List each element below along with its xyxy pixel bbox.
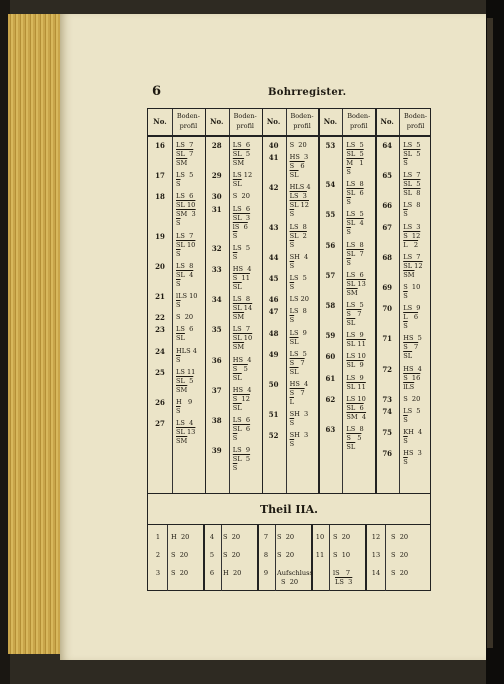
no-divider [399,109,400,494]
soil-profile-line: M 1 [346,159,364,167]
soil-profile-line: LS 8 [346,180,364,189]
soil-profile-line: S 20 [232,192,250,201]
soil-profile-line: SM 3 [176,210,196,219]
soil-profile-line: HS 4 [232,355,252,364]
soil-profile-line: HS 3 [289,153,309,162]
soil-profile-line: LS 7 [403,171,421,180]
soil-profile-line: lLS 10 [176,292,198,300]
header-rule [148,135,430,137]
page-stack-edges [8,14,64,654]
part-bore-number: 3 [155,569,161,577]
soil-profile-line: LS 8 [403,201,421,210]
soil-profile-line: $\overline{S}$ [289,210,295,219]
bore-number: 36 [211,355,222,365]
soil-profile-line: LS 3 [403,222,421,231]
part-bore-number: 9 [263,569,269,577]
soil-profile-line: $\overline{SM}$ [403,270,415,279]
part-bore-number: 7 [263,533,269,541]
soil-profile-line: S 7 [289,389,305,397]
soil-profile-line: $\overline{SL}$ [232,283,242,291]
soil-profile-line: KH 4 [403,428,423,437]
soil-profile-line: S 11 [232,274,250,282]
soil-profile-line: SH 3 [289,410,309,419]
soil-profile-line: S 7 [346,310,362,318]
soil-profile-line: SL 12 [289,201,309,210]
bore-number: 61 [325,373,336,383]
bore-number: 19 [155,231,165,241]
soil-profile-line: S 12 [403,231,421,240]
soil-profile-line: $\overline{SL}$ [289,367,299,376]
soil-profile-line: LS 10 [346,352,366,361]
header-no: No. [210,117,224,126]
bore-number: 20 [155,261,165,271]
part-bore-number: 13 [371,551,381,559]
bore-number: 42 [268,183,279,193]
soil-profile-line: SL 14 [232,304,253,313]
soil-profile-line: $\overline{SM}$ [346,288,358,297]
soil-profile-line: S 20 [289,141,307,149]
soil-profile-line: LS 5 [289,349,307,358]
soil-profile-line: $\overline{S}$ [289,283,295,291]
soil-profile-line: lS 6 [232,222,248,231]
soil-profile-line: LS 7 [176,231,194,240]
part-soil-profile: S 20 [277,533,295,541]
soil-profile-line: LS 7 [232,325,251,334]
soil-profile-line: LS 5 [403,141,421,149]
page-title: Bohrregister. [268,87,347,98]
soil-profile-line: $\overline{SL}$ [289,171,299,180]
soil-profile-line: LS 9 [403,304,421,313]
bore-number: 63 [325,425,336,434]
part-bore-number: 2 [155,551,161,559]
bore-number: 27 [155,419,165,429]
soil-profile-line: $\overline{S}$ [289,316,295,325]
soil-profile-line: LS 9 [232,446,251,455]
soil-profile-line: SL 4 [176,270,194,279]
part-no-divider [221,525,222,591]
soil-profile-line: S 10 [403,283,421,291]
part-bore-number: 12 [371,533,381,541]
soil-profile-line: $\overline{S}$ [289,419,295,428]
soil-profile-line: $\overline{S}$ [403,458,408,467]
soil-profile-line: S 5 [346,434,362,442]
soil-profile-line: SL 10 [176,201,196,210]
soil-profile-line: $\overline{S}$ [403,292,408,300]
bore-number: 25 [155,367,165,377]
soil-profile-line: LS 5 [176,171,194,180]
part-soil-profile: S 20 [391,533,409,541]
bore-number: 54 [325,180,336,190]
no-divider [172,109,173,494]
soil-profile-line: LS 5 [289,274,307,282]
soil-profile-line: LS 8 [232,295,251,304]
header-no: No. [266,117,281,126]
soil-profile-line: SL 9 [346,361,364,370]
soil-profile-line: LS 7 [176,141,194,149]
part-soil-profile: S 10 [333,551,351,559]
soil-profile-line: $\overline{S}$ [232,231,238,240]
bore-number: 41 [268,153,279,163]
soil-profile-line: $\overline{SM}$ [176,437,188,446]
soil-profile-line: LS 8 [289,222,307,231]
soil-profile-line: $\overline{S}$ [232,434,238,442]
soil-profile-line: $\overline{S}$ [176,180,181,189]
bore-number: 38 [211,416,222,425]
soil-profile-line: LS 9 [346,373,364,382]
soil-profile-line: S 16 [403,373,421,382]
soil-profile-line: $\overline{SL}$ [403,352,413,361]
soil-profile-line: LS 6 [232,141,251,149]
soil-profile-line: $\overline{S}$ [176,219,181,228]
soil-profile-line: $\overline{SM}$ [232,159,245,167]
bore-number: 69 [382,283,393,292]
soil-profile-line: LS 3 [289,192,307,201]
bore-number: 62 [325,394,336,404]
bore-number: 64 [382,141,393,150]
soil-profile-line: SL 8 [403,189,421,198]
soil-profile-line: S 20 [403,394,421,403]
part-bore-number: 11 [315,551,325,559]
part-soil-profile: H 20 [223,569,242,577]
soil-profile-line: $\overline{S}$ [346,228,351,237]
bore-number: 70 [382,304,393,314]
bore-number: 45 [268,274,279,283]
bore-number: 52 [268,431,279,441]
bore-number: 65 [382,171,393,181]
part-column-divider [365,525,367,591]
bore-number: 21 [155,292,165,301]
bore-number: 60 [325,352,336,362]
part-soil-profile: lS 7 [333,569,351,577]
soil-profile-line: $\overline{S}$ [176,301,181,309]
soil-profile-line: LS 12 [232,171,253,180]
bore-number: 59 [325,331,336,341]
part-bore-number: 6 [209,569,215,577]
part-soil-profile: S 20 [223,551,241,559]
soil-profile-line: SL 2 [289,231,307,240]
bore-number: 28 [211,141,222,150]
part-soil-profile: LS 3 [335,578,353,586]
bore-number: 44 [268,252,279,262]
soil-profile-line: SL 11 [346,382,366,391]
soil-profile-line: $\overline{S}$ [403,416,408,424]
scan-shadow-right [487,18,493,648]
soil-profile-line: S 20 [176,313,194,322]
header-no: No. [380,117,394,126]
soil-profile-line: SL 5 [403,150,421,158]
header-profile: Boden- profil [347,112,371,130]
part-bore-number: 1 [155,533,161,541]
soil-profile-line: SL 10 [176,240,196,249]
soil-profile-line: $\overline{S}$ [403,322,408,331]
header-no: No. [323,117,338,126]
soil-profile-line: LS 6 [232,204,251,213]
soil-profile-line: $\overline{S}$ [176,355,181,364]
soil-profile-line: $\overline{S}$ [289,440,295,449]
soil-profile-line: $\overline{SM}$ [176,159,188,167]
soil-profile-line: LS 8 [346,425,364,433]
soil-profile-line: LS 6 [346,270,364,279]
bore-number: 68 [382,252,393,262]
bore-number: 56 [325,240,336,250]
bore-number: 26 [155,398,165,407]
soil-profile-line: $\overline{S}$ [403,437,408,446]
soil-profile-line: HS 5 [403,334,422,343]
soil-profile-line: LS 5 [403,407,421,415]
part-soil-profile: S 20 [391,551,409,559]
page-number: 6 [152,84,162,99]
soil-profile-line: HS 4 [232,385,252,394]
bore-number: 32 [211,243,222,253]
soil-profile-line: LS 8 [289,307,307,316]
soil-profile-line: S 7 [289,358,305,367]
part-no-divider [385,525,386,591]
bore-number: 35 [211,325,222,335]
soil-profile-line: $\overline{S}$ [346,168,351,176]
soil-profile-line: SL 5 [176,376,194,385]
soil-profile-line: SL 5 [403,180,421,189]
soil-profile-line: S 7 [403,343,419,352]
soil-profile-line: S 12 [232,394,250,403]
part-no-divider [275,525,276,591]
bore-number: 18 [155,192,165,202]
bore-number: 16 [155,141,165,150]
bore-number: 74 [382,407,393,416]
soil-profile-line: LS 9 [346,331,364,340]
bore-number: 24 [155,346,165,356]
bore-number: 43 [268,222,279,232]
soil-profile-line: LS 5 [346,210,364,219]
part-soil-profile: S 20 [277,551,295,559]
soil-profile-line: S 6 [289,162,305,171]
soil-profile-line: $\overline{S}$ [346,258,351,267]
soil-profile-line: $\overline{SL}$ [176,334,185,343]
soil-profile-line: L 2 [403,240,419,249]
soil-profile-line: SL 7 [176,150,194,158]
soil-profile-line: LS 20 [289,295,309,304]
soil-profile-line: LS 11 [176,367,196,376]
soil-profile-line: HS 4 [403,364,422,373]
soil-profile-line: SH 3 [289,431,309,440]
soil-profile-line: SL 13 [176,428,196,437]
soil-profile-line: SL 3 [232,213,251,222]
bore-number: 55 [325,210,336,220]
soil-profile-line: LS 6 [176,325,194,334]
bore-number: 34 [211,295,222,305]
soil-profile-line: SL 6 [232,425,251,433]
soil-profile-line: $\overline{S}$ [403,210,408,219]
part-bore-number: 5 [209,551,215,559]
header-profile: Boden- profil [290,112,314,130]
soil-profile-line: H 9 [176,398,193,406]
part-soil-profile: S 20 [281,578,299,586]
header-profile: Boden- profil [233,112,257,130]
bore-number: 48 [268,328,279,338]
soil-profile-line: LS 8 [346,240,364,249]
bore-number: 37 [211,385,222,395]
part-soil-profile: Aufschluss [277,569,313,577]
bore-number: 30 [211,192,222,202]
soil-profile-line: $\overline{SL}$ [346,319,356,327]
soil-profile-line: SL 11 [346,340,366,349]
soil-profile-line: $\overline{S}$ [176,279,181,288]
bore-number: 76 [382,449,393,459]
soil-profile-line: LS 5 [346,141,364,149]
soil-profile-line: $\overline{S}$ [232,464,238,473]
soil-profile-line: HS 3 [403,449,422,458]
soil-profile-line: HS 4 [289,380,309,388]
no-divider [286,109,287,494]
soil-profile-line: $\overline{SL}$ [232,373,242,382]
soil-profile-line: SL 5 [232,150,251,158]
soil-profile-line: $\overline{S}$ [346,198,351,207]
bore-number: 23 [155,325,165,335]
soil-profile-line: LS 5 [346,301,364,309]
soil-profile-line: $\overline{S}$ [289,240,295,249]
soil-profile-line: $\overline{SL}$ [232,403,242,412]
part-no-divider [329,525,330,591]
bore-number: 58 [325,301,336,310]
part-bore-number: 14 [371,569,381,577]
bore-number: 71 [382,334,393,344]
soil-profile-line: SL 4 [346,219,364,228]
no-divider [342,109,343,494]
header-profile: Boden- profil [176,112,200,130]
part-soil-profile: S 20 [391,569,409,577]
bore-number: 67 [382,222,393,232]
no-divider [229,109,230,494]
part-soil-profile: S 20 [171,551,189,559]
soil-profile-line: HLS 4 [176,346,197,355]
soil-profile-line: $\overline{SM}$ [232,343,245,352]
soil-profile-line: $\overline{lLS}$ [403,382,415,391]
bore-number: 51 [268,410,279,420]
part-title: Theil IIA. [147,493,431,525]
bore-number: 73 [382,394,393,404]
part-soil-profile: H 20 [171,533,190,541]
part-soil-profile: S 20 [333,533,351,541]
soil-profile-line: SL 7 [346,249,364,258]
soil-profile-line: SL 6 [346,403,364,412]
bore-number: 75 [382,428,393,438]
bore-number: 46 [268,295,279,305]
soil-profile-line: LS 9 [289,328,307,337]
bore-number: 49 [268,349,279,359]
soil-profile-line: LS 5 [232,243,251,252]
soil-profile-line: SL 13 [346,279,366,288]
soil-profile-line: SM 4 [346,412,367,421]
part-bore-number: 10 [315,533,325,541]
soil-profile-line: LS 6 [176,192,194,201]
soil-profile-line: $\overline{SL}$ [289,337,299,346]
soil-profile-line: LS 7 [403,252,421,261]
soil-profile-line: SH 4 [289,252,309,261]
bore-number: 31 [211,204,222,214]
soil-profile-line: SL 5 [346,150,364,158]
bore-number: 33 [211,265,222,274]
bore-number: 47 [268,307,279,317]
soil-profile-line: $\overline{S}$ [403,159,408,167]
soil-profile-line: $\overline{SM}$ [232,313,245,322]
bore-number: 22 [155,313,165,323]
soil-profile-line: $\overline{S}$ [176,249,181,258]
soil-profile-line: L 6 [403,313,419,322]
part-table [147,524,431,590]
soil-profile-line: $\overline{SL}$ [346,443,356,451]
soil-profile-line: LS 4 [176,419,194,428]
soil-profile-line: HLS 4 [289,183,311,192]
part-bore-number: 8 [263,551,269,559]
bore-number: 17 [155,171,165,181]
soil-profile-line: SL 10 [232,334,253,343]
header-profile: Boden- profil [404,112,428,130]
soil-profile-line: SL 5 [232,455,251,464]
bore-number: 66 [382,201,393,211]
part-bore-number: 4 [209,533,215,541]
soil-profile-line: LS 10 [346,394,366,403]
soil-profile-line: $\overline{SL}$ [232,180,242,189]
bore-number: 53 [325,141,336,150]
bore-number: 72 [382,364,393,374]
soil-profile-line: SL 12 [403,261,423,270]
bore-number: 50 [268,380,279,389]
bore-number: 40 [268,141,279,150]
soil-profile-line: $\overline{S}$ [289,261,295,270]
header-no: No. [153,117,167,126]
soil-profile-line: S 5 [232,364,248,373]
soil-profile-line: LS 8 [176,261,194,270]
part-soil-profile: S 20 [171,569,189,577]
bore-number: 57 [325,270,336,280]
soil-profile-line: SL 6 [346,189,364,198]
soil-profile-line: $\overline{S}$ [232,252,238,261]
bore-number: 39 [211,446,222,456]
soil-profile-line: HS 4 [232,265,252,273]
soil-profile-line: $\overline{SM}$ [176,385,188,394]
bore-number: 29 [211,171,222,181]
soil-profile-line: LS 6 [232,416,251,424]
soil-profile-line: $\overline{S}$ [176,407,181,415]
part-no-divider [167,525,168,591]
soil-profile-line: $\overline{L}$ [289,398,294,406]
part-soil-profile: S 20 [223,533,241,541]
